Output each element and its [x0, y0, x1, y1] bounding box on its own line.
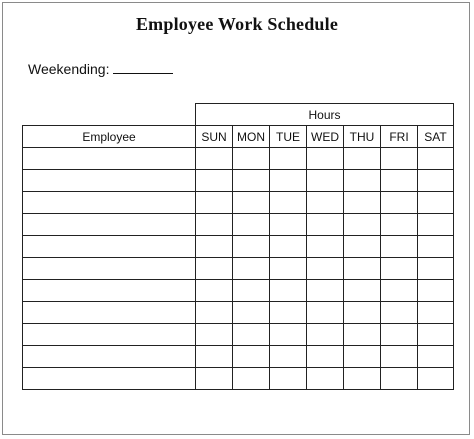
hours-cell-tue[interactable]: [270, 280, 307, 302]
hours-cell-wed[interactable]: [307, 192, 344, 214]
hours-cell-sun[interactable]: [196, 236, 233, 258]
hours-cell-tue[interactable]: [270, 258, 307, 280]
hours-cell-sat[interactable]: [418, 170, 454, 192]
day-header-wed: WED: [307, 126, 344, 148]
hours-cell-sun[interactable]: [196, 302, 233, 324]
table-row: [23, 302, 454, 324]
hours-cell-sun[interactable]: [196, 170, 233, 192]
table-row: [23, 324, 454, 346]
hours-cell-sun[interactable]: [196, 346, 233, 368]
hours-cell-thu[interactable]: [344, 368, 381, 390]
hours-cell-tue[interactable]: [270, 192, 307, 214]
hours-cell-sun[interactable]: [196, 148, 233, 170]
hours-cell-thu[interactable]: [344, 280, 381, 302]
hours-cell-mon[interactable]: [233, 192, 270, 214]
hours-cell-sat[interactable]: [418, 258, 454, 280]
employee-column-header: Employee: [23, 126, 196, 148]
hours-cell-fri[interactable]: [381, 280, 418, 302]
hours-cell-tue[interactable]: [270, 236, 307, 258]
hours-cell-tue[interactable]: [270, 214, 307, 236]
hours-cell-fri[interactable]: [381, 368, 418, 390]
hours-cell-mon[interactable]: [233, 368, 270, 390]
hours-cell-mon[interactable]: [233, 214, 270, 236]
hours-cell-thu[interactable]: [344, 302, 381, 324]
week-ending-label: Weekending:: [28, 61, 110, 77]
hours-cell-sun[interactable]: [196, 280, 233, 302]
hours-cell-thu[interactable]: [344, 170, 381, 192]
day-header-sat: SAT: [418, 126, 454, 148]
employee-name-cell[interactable]: [23, 236, 196, 258]
hours-cell-tue[interactable]: [270, 324, 307, 346]
table-row: [23, 280, 454, 302]
hours-cell-sat[interactable]: [418, 302, 454, 324]
hours-cell-fri[interactable]: [381, 258, 418, 280]
employee-name-cell[interactable]: [23, 368, 196, 390]
hours-cell-sun[interactable]: [196, 192, 233, 214]
day-header-row: [23, 126, 454, 148]
hours-cell-wed[interactable]: [307, 170, 344, 192]
day-header-tue: TUE: [270, 126, 307, 148]
hours-cell-mon[interactable]: [233, 346, 270, 368]
hours-cell-sat[interactable]: [418, 368, 454, 390]
hours-cell-sat[interactable]: [418, 148, 454, 170]
hours-cell-thu[interactable]: [344, 148, 381, 170]
day-header-fri: FRI: [381, 126, 418, 148]
hours-cell-thu[interactable]: [344, 236, 381, 258]
hours-cell-tue[interactable]: [270, 170, 307, 192]
hours-cell-wed[interactable]: [307, 280, 344, 302]
schedule-table: [22, 103, 454, 390]
hours-cell-wed[interactable]: [307, 324, 344, 346]
hours-cell-tue[interactable]: [270, 346, 307, 368]
hours-header: Hours: [196, 104, 454, 126]
table-row: [23, 148, 454, 170]
hours-cell-wed[interactable]: [307, 214, 344, 236]
hours-cell-sat[interactable]: [418, 192, 454, 214]
hours-cell-thu[interactable]: [344, 214, 381, 236]
hours-cell-sun[interactable]: [196, 368, 233, 390]
blank-corner-cell: [23, 104, 196, 126]
hours-cell-sun[interactable]: [196, 214, 233, 236]
hours-cell-fri[interactable]: [381, 302, 418, 324]
hours-cell-mon[interactable]: [233, 236, 270, 258]
hours-cell-sat[interactable]: [418, 236, 454, 258]
table-row: [23, 258, 454, 280]
hours-cell-wed[interactable]: [307, 148, 344, 170]
hours-cell-sat[interactable]: [418, 214, 454, 236]
employee-name-cell[interactable]: [23, 324, 196, 346]
employee-name-cell[interactable]: [23, 258, 196, 280]
hours-cell-tue[interactable]: [270, 148, 307, 170]
hours-cell-mon[interactable]: [233, 302, 270, 324]
hours-cell-wed[interactable]: [307, 258, 344, 280]
hours-cell-wed[interactable]: [307, 346, 344, 368]
hours-cell-tue[interactable]: [270, 302, 307, 324]
page-title: Employee Work Schedule: [135, 14, 339, 34]
employee-name-cell[interactable]: [23, 192, 196, 214]
employee-name-cell[interactable]: [23, 280, 196, 302]
hours-cell-fri[interactable]: [381, 192, 418, 214]
hours-cell-fri[interactable]: [381, 236, 418, 258]
hours-cell-sat[interactable]: [418, 324, 454, 346]
hours-cell-mon[interactable]: [233, 148, 270, 170]
hours-cell-mon[interactable]: [233, 258, 270, 280]
employee-name-cell[interactable]: [23, 148, 196, 170]
table-row: [23, 192, 454, 214]
hours-cell-wed[interactable]: [307, 302, 344, 324]
table-row: [23, 170, 454, 192]
employee-name-cell[interactable]: [23, 170, 196, 192]
hours-cell-fri[interactable]: [381, 346, 418, 368]
hours-cell-thu[interactable]: [344, 346, 381, 368]
day-header-mon: MON: [233, 126, 270, 148]
day-header-sun: SUN: [196, 126, 233, 148]
hours-cell-sat[interactable]: [418, 346, 454, 368]
table-row: [23, 368, 454, 390]
hours-cell-mon[interactable]: [233, 280, 270, 302]
hours-cell-thu[interactable]: [344, 324, 381, 346]
employee-name-cell[interactable]: [23, 214, 196, 236]
hours-header-row: [23, 104, 454, 126]
hours-cell-thu[interactable]: [344, 258, 381, 280]
table-row: [23, 236, 454, 258]
hours-cell-wed[interactable]: [307, 368, 344, 390]
day-header-thu: THU: [344, 126, 381, 148]
hours-cell-tue[interactable]: [270, 368, 307, 390]
hours-cell-mon[interactable]: [233, 170, 270, 192]
employee-name-cell[interactable]: [23, 346, 196, 368]
week-ending-blank-line[interactable]: [113, 72, 173, 74]
week-ending-field: [28, 61, 173, 77]
table-row: [23, 214, 454, 236]
hours-cell-sun[interactable]: [196, 258, 233, 280]
hours-cell-thu[interactable]: [344, 192, 381, 214]
hours-cell-fri[interactable]: [381, 214, 418, 236]
hours-cell-sun[interactable]: [196, 324, 233, 346]
hours-cell-wed[interactable]: [307, 236, 344, 258]
hours-cell-fri[interactable]: [381, 148, 418, 170]
hours-cell-fri[interactable]: [381, 170, 418, 192]
hours-cell-fri[interactable]: [381, 324, 418, 346]
hours-cell-mon[interactable]: [233, 324, 270, 346]
hours-cell-sat[interactable]: [418, 280, 454, 302]
table-row: [23, 346, 454, 368]
employee-name-cell[interactable]: [23, 302, 196, 324]
